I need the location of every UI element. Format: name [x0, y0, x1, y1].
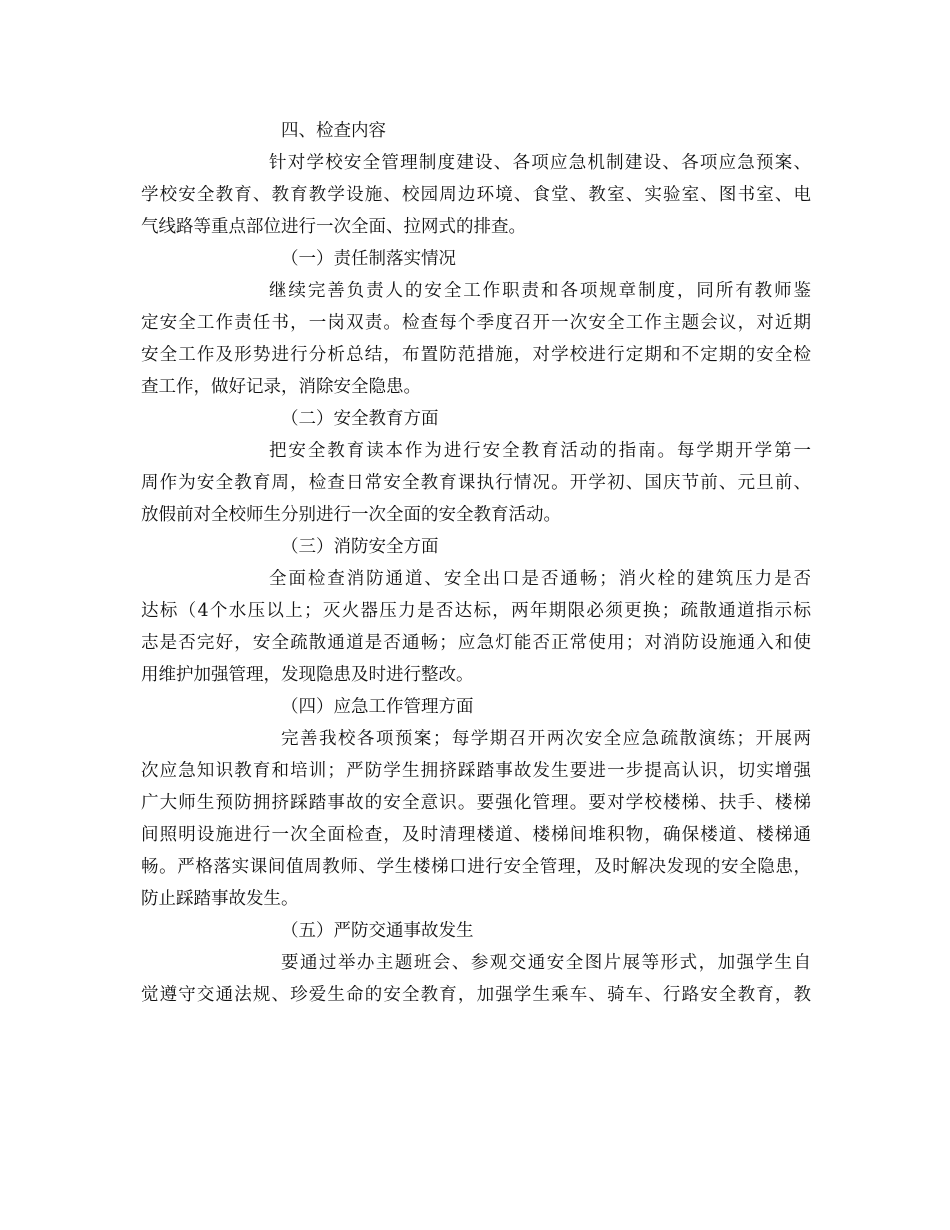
paragraph-line: 间照明设施进行一次全面检查，及时清理楼道、楼梯间堆积物，确保楼道、楼梯通: [141, 825, 811, 845]
paragraph-line: 定安全工作责任书，一岗双责。检查每个季度召开一次安全工作主题会议，对近期: [141, 313, 811, 333]
subsection-heading: （三）消防安全方面: [281, 537, 439, 557]
paragraph-line: 防止踩踏事故发生。: [141, 889, 299, 909]
paragraph-line: 广大师生预防拥挤踩踏事故的安全意识。要强化管理。要对学校楼梯、扶手、楼梯: [141, 793, 811, 813]
paragraph-line: 学校安全教育、教育教学设施、校园周边环境、食堂、教室、实验室、图书室、电: [141, 185, 811, 205]
paragraph-line: 完善我校各项预案；每学期召开两次安全应急疏散演练；开展两: [281, 729, 811, 749]
paragraph-line: 次应急知识教育和培训；严防学生拥挤踩踏事故发生要进一步提高认识，切实增强: [141, 761, 811, 781]
paragraph-line: 把安全教育读本作为进行安全教育活动的指南。每学期开学第一: [269, 441, 811, 461]
subsection-heading: （一）责任制落实情况: [281, 249, 456, 269]
section-heading: 四、检查内容: [281, 121, 386, 141]
paragraph-line: 放假前对全校师生分别进行一次全面的安全教育活动。: [141, 505, 561, 525]
paragraph-line: 觉遵守交通法规、珍爱生命的安全教育，加强学生乘车、骑车、行路安全教育，教: [141, 985, 811, 1005]
paragraph-line: 达标（4个水压以上；灭火器压力是否达标，两年期限必须更换；疏散通道指示标: [141, 601, 811, 621]
paragraph-line: 气线路等重点部位进行一次全面、拉网式的排查。: [141, 217, 526, 237]
paragraph-line: 用维护加强管理，发现隐患及时进行整改。: [141, 665, 474, 685]
paragraph-line: 周作为安全教育周，检查日常安全教育课执行情况。开学初、国庆节前、元旦前、: [141, 473, 811, 493]
paragraph-line: 查工作，做好记录，消除安全隐患。: [141, 377, 421, 397]
subsection-heading: （五）严防交通事故发生: [281, 921, 474, 941]
paragraph-line: 志是否完好，安全疏散通道是否通畅；应急灯能否正常使用；对消防设施通入和使: [141, 633, 811, 653]
paragraph-line: 继续完善负责人的安全工作职责和各项规章制度，同所有教师鉴: [269, 281, 811, 301]
subsection-heading: （二）安全教育方面: [281, 409, 439, 429]
paragraph-line: 全面检查消防通道、安全出口是否通畅；消火栓的建筑压力是否: [269, 569, 811, 589]
paragraph-line: 安全工作及形势进行分析总结，布置防范措施，对学校进行定期和不定期的安全检: [141, 345, 811, 365]
paragraph-line: 畅。严格落实课间值周教师、学生楼梯口进行安全管理，及时解决发现的安全隐患，: [141, 857, 811, 877]
document-body: [141, 115, 811, 1011]
subsection-heading: （四）应急工作管理方面: [281, 697, 474, 717]
paragraph-line: 针对学校安全管理制度建设、各项应急机制建设、各项应急预案、: [269, 153, 811, 173]
paragraph-line: 要通过举办主题班会、参观交通安全图片展等形式，加强学生自: [281, 953, 811, 973]
